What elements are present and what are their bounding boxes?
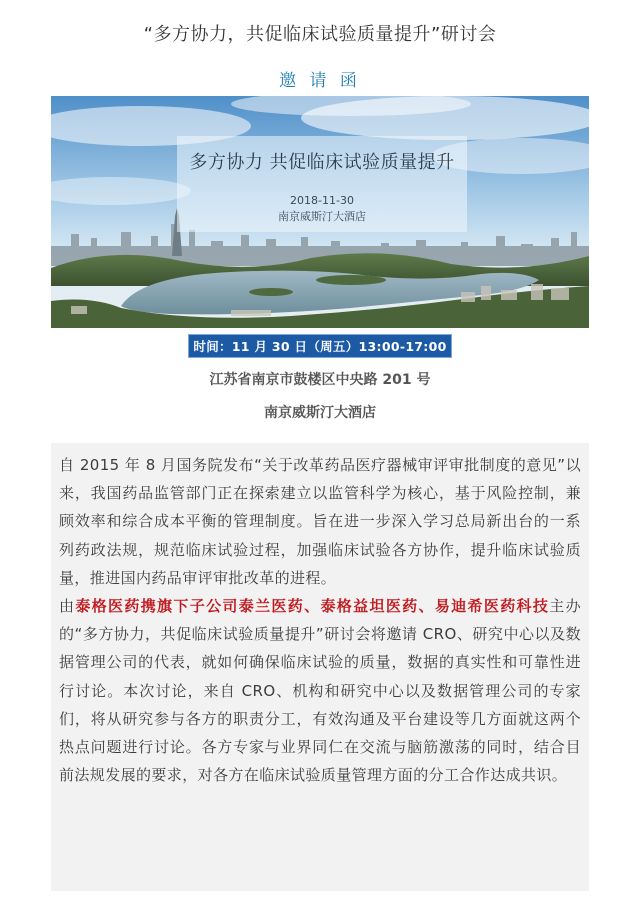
paragraph-2-body: 主办的“多方协力，共促临床试验质量提升”研讨会将邀请 CRO、研究中心以及数据管理公司的代表，就如何确保临床试验的质量，数据的真实性和可靠性进行讨论。本次讨论，来自 CRO、机构和研究中心以及数据管理公司的专家们，将从研究参与各方的职责分工，有效沟通及平台建设等几方面就这两个热点问题进行讨论。各方专家与业界同仁在交流与脑筋激荡的同时，结合目前法规发展的要求，对各方在临床试验质量管理方面的分工合作达成共识。 [59,597,581,785]
intro-paragraph-1: 自 2015 年 8 月国务院发布“关于改革药品医疗器械审评审批制度的意见”以来，我国药品监管部门正在探索建立以监管科学为核心，基于风险控制，兼顾效率和综合成本平衡的管理制度。旨在进一步深入学习总局新出台的一系列药政法规，规范临床试验过程，加强临床试验各方协作，提升临床试验质量，推进国内药品审评审批改革的进程。 [59,456,581,587]
event-time: 时间：11 月 30 日（周五）13:00-17:00 [188,334,451,358]
banner-venue: 南京威斯汀大酒店 [278,210,366,223]
event-address: 江苏省南京市鼓楼区中央路 201 号 [209,372,431,388]
invitation-heading: 邀 请 函 [279,71,361,91]
paragraph-2-prefix: 由 [59,597,76,616]
banner-title: 多方协力 共促临床试验质量提升 [189,152,455,173]
banner-date: 2018-11-30 [290,194,354,207]
time-row [0,334,640,358]
event-title: “多方协力，共促临床试验质量提升”研讨会 [143,24,497,45]
intro-section [59,451,581,789]
intro-paragraph-2 [59,592,581,789]
banner-image [51,96,589,328]
organizers-highlight: 泰格医药携旗下子公司泰兰医药、泰格益坦医药、易迪希医药科技 [75,597,550,616]
event-hotel: 南京威斯汀大酒店 [264,405,376,421]
